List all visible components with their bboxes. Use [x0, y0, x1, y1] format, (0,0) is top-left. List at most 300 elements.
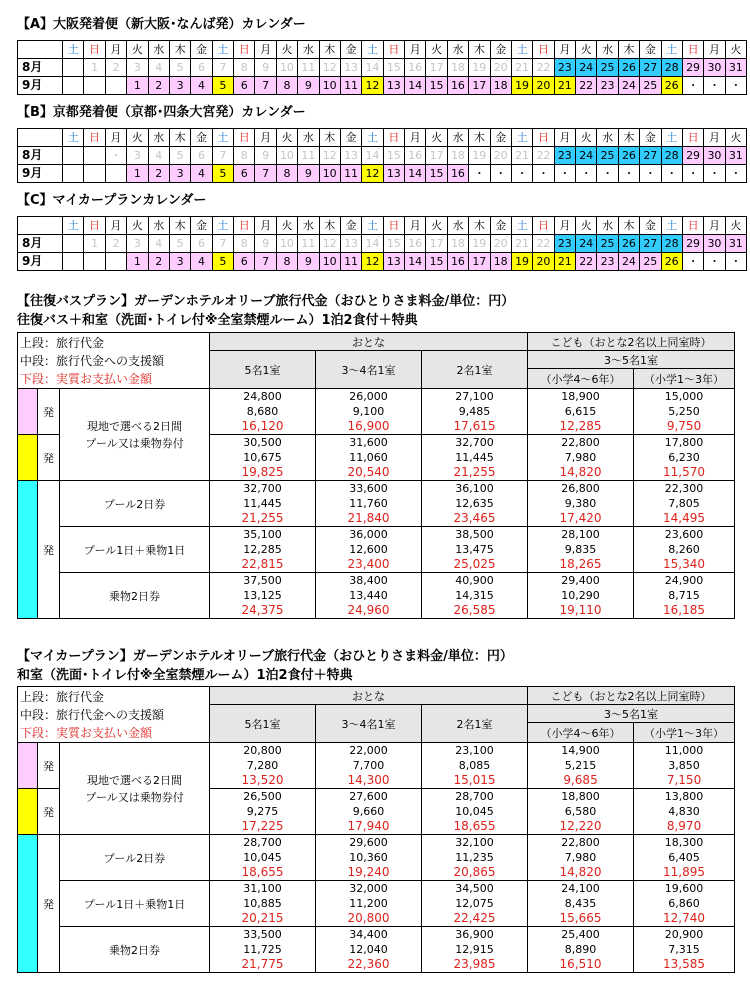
day-cell[interactable]: 17 — [426, 59, 447, 77]
actual-payment: 11,895 — [663, 865, 706, 879]
day-cell[interactable]: 5 — [212, 77, 233, 95]
day-cell[interactable]: 14 — [405, 253, 426, 271]
day-cell[interactable]: 13 — [340, 147, 361, 165]
day-cell[interactable]: 2 — [148, 77, 169, 95]
weekday-cell: 月 — [405, 41, 426, 59]
price-cell — [210, 789, 316, 835]
day-cell[interactable]: 12 — [319, 147, 340, 165]
adult-header: おとな — [210, 333, 528, 351]
subsidy-amount: 12,075 — [455, 897, 494, 910]
day-cell[interactable]: 15 — [383, 147, 404, 165]
tour-price: 18,900 — [561, 390, 600, 403]
day-cell[interactable]: 11 — [298, 235, 319, 253]
weekday-cell: 木 — [169, 129, 190, 147]
weekday-cell: 日 — [383, 129, 404, 147]
actual-payment: 20,215 — [241, 911, 284, 925]
price-cell — [528, 527, 634, 573]
day-cell[interactable]: 22 — [533, 147, 554, 165]
day-cell[interactable]: 3 — [169, 165, 190, 183]
day-cell[interactable]: 25 — [640, 77, 661, 95]
legend-line: 下段：実質お支払い金額 — [20, 725, 153, 740]
day-cell[interactable]: 25 — [640, 253, 661, 271]
day-cell[interactable]: 9 — [255, 59, 276, 77]
day-cell[interactable]: 21 — [554, 253, 575, 271]
day-cell[interactable]: 26 — [661, 77, 682, 95]
price-row — [18, 881, 735, 927]
subsidy-amount: 5,250 — [668, 405, 700, 418]
day-cell[interactable]: 21 — [511, 59, 532, 77]
price-cell — [634, 743, 735, 789]
weekday-cell: 火 — [276, 41, 297, 59]
day-cell[interactable]: 5 — [169, 59, 190, 77]
tour-price: 28,700 — [455, 790, 494, 803]
day-cell[interactable]: ・ — [704, 77, 725, 95]
day-cell[interactable]: 10 — [319, 77, 340, 95]
day-cell[interactable]: 27 — [640, 235, 661, 253]
day-cell[interactable]: ・ — [640, 165, 661, 183]
day-cell[interactable]: 10 — [319, 253, 340, 271]
day-cell[interactable]: 4 — [191, 253, 212, 271]
day-cell[interactable]: 26 — [618, 235, 639, 253]
day-cell[interactable] — [63, 59, 84, 77]
weekday-cell: 日 — [383, 217, 404, 235]
tour-price: 38,400 — [349, 574, 388, 587]
day-cell[interactable]: ・ — [682, 165, 703, 183]
weekday-cell: 金 — [490, 217, 511, 235]
day-cell[interactable] — [105, 253, 126, 271]
day-cell[interactable]: ・ — [105, 147, 126, 165]
actual-payment: 16,510 — [559, 957, 602, 971]
day-cell[interactable]: 7 — [255, 77, 276, 95]
day-cell[interactable]: 12 — [362, 77, 383, 95]
actual-payment: 26,585 — [453, 603, 496, 617]
weekday-cell: 水 — [148, 41, 169, 59]
tour-price: 20,900 — [664, 928, 704, 941]
weekday-cell: 金 — [490, 41, 511, 59]
day-cell[interactable]: 13 — [383, 253, 404, 271]
price-cell — [210, 435, 316, 481]
day-cell[interactable]: 15 — [426, 253, 447, 271]
departure-label: 発 — [38, 435, 60, 481]
tour-price: 31,600 — [349, 436, 388, 449]
legend-line: 中段：旅行代金への支援額 — [20, 353, 165, 368]
day-cell[interactable]: ・ — [725, 77, 746, 95]
day-cell[interactable]: 10 — [276, 147, 297, 165]
actual-payment: 20,540 — [347, 465, 390, 479]
day-cell[interactable]: 14 — [362, 235, 383, 253]
day-cell[interactable] — [84, 165, 105, 183]
subsidy-amount: 11,445 — [455, 451, 494, 464]
subsidy-amount: 9,100 — [352, 405, 385, 418]
day-cell[interactable]: 6 — [191, 59, 212, 77]
day-cell[interactable]: 24 — [618, 253, 639, 271]
day-cell[interactable]: 23 — [554, 147, 575, 165]
subsidy-amount: 9,835 — [564, 543, 597, 556]
day-cell[interactable]: 9 — [298, 165, 319, 183]
day-cell[interactable]: 18 — [447, 59, 468, 77]
day-cell[interactable]: 21 — [511, 147, 532, 165]
day-cell[interactable]: 9 — [298, 77, 319, 95]
weekday-cell: 土 — [212, 129, 233, 147]
day-cell[interactable]: 30 — [704, 235, 725, 253]
day-cell[interactable]: 13 — [383, 77, 404, 95]
tour-price: 34,500 — [455, 882, 494, 895]
day-cell[interactable]: 28 — [661, 235, 682, 253]
day-cell[interactable]: 14 — [405, 165, 426, 183]
day-cell[interactable] — [63, 253, 84, 271]
day-cell[interactable]: 2 — [148, 165, 169, 183]
day-cell[interactable]: 12 — [362, 253, 383, 271]
day-cell[interactable]: 3 — [127, 59, 148, 77]
day-cell[interactable]: 4 — [148, 59, 169, 77]
day-cell[interactable]: 17 — [469, 77, 490, 95]
day-cell[interactable]: 6 — [234, 165, 255, 183]
day-cell[interactable]: 21 — [511, 235, 532, 253]
day-cell[interactable] — [63, 147, 84, 165]
day-cell[interactable]: 23 — [554, 59, 575, 77]
day-cell[interactable]: 12 — [319, 59, 340, 77]
day-cell[interactable]: 11 — [340, 77, 361, 95]
day-cell[interactable]: 8 — [234, 147, 255, 165]
day-cell[interactable]: 15 — [383, 59, 404, 77]
weekday-cell: 日 — [682, 41, 703, 59]
tour-price: 20,800 — [243, 744, 282, 757]
day-cell[interactable]: 30 — [704, 59, 725, 77]
day-cell[interactable]: 9 — [255, 235, 276, 253]
weekday-cell: 月 — [554, 217, 575, 235]
day-cell[interactable]: 10 — [276, 235, 297, 253]
actual-payment: 22,425 — [453, 911, 496, 925]
day-cell[interactable]: 31 — [725, 235, 746, 253]
weekday-cell: 金 — [640, 129, 661, 147]
departure-label: 発 — [38, 789, 60, 835]
day-cell[interactable]: 20 — [490, 235, 511, 253]
day-cell[interactable]: 24 — [576, 235, 597, 253]
tour-price: 26,500 — [243, 790, 282, 803]
day-cell[interactable]: 7 — [212, 59, 233, 77]
day-cell[interactable]: 27 — [640, 59, 661, 77]
tour-price: 22,800 — [561, 436, 600, 449]
day-cell[interactable]: 23 — [597, 77, 618, 95]
subsidy-amount: 7,315 — [668, 943, 700, 956]
day-cell[interactable]: 31 — [725, 59, 746, 77]
day-cell[interactable] — [63, 165, 84, 183]
day-cell[interactable]: ・ — [618, 165, 639, 183]
day-cell[interactable]: 4 — [148, 147, 169, 165]
subsidy-amount: 11,760 — [349, 497, 388, 510]
weekday-cell: 金 — [191, 129, 212, 147]
day-cell[interactable]: 16 — [405, 235, 426, 253]
plan-name: 現地で選べる2日間 プール又は乗物券付 — [60, 743, 210, 835]
day-cell[interactable]: 8 — [276, 253, 297, 271]
day-cell[interactable]: 8 — [234, 235, 255, 253]
tour-price: 29,400 — [561, 574, 600, 587]
subsidy-amount: 8,680 — [246, 405, 279, 418]
subsidy-amount: 11,235 — [455, 851, 494, 864]
day-cell[interactable]: 5 — [169, 235, 190, 253]
price-cell — [528, 927, 634, 973]
day-cell[interactable]: ・ — [704, 165, 725, 183]
tour-price: 33,500 — [243, 928, 282, 941]
day-cell[interactable]: 9 — [298, 253, 319, 271]
room-type-header: 3～4名1室 — [316, 351, 422, 389]
day-cell[interactable]: 5 — [169, 147, 190, 165]
day-cell[interactable]: 5 — [212, 165, 233, 183]
day-cell[interactable]: 6 — [191, 235, 212, 253]
day-cell[interactable] — [63, 235, 84, 253]
day-cell[interactable]: 16 — [405, 59, 426, 77]
day-cell[interactable]: 17 — [469, 253, 490, 271]
day-cell[interactable] — [105, 77, 126, 95]
day-cell[interactable]: 11 — [340, 253, 361, 271]
day-cell[interactable]: 22 — [576, 77, 597, 95]
subsidy-amount: 13,475 — [455, 543, 494, 556]
weekday-cell: 水 — [447, 41, 468, 59]
day-cell[interactable]: 1 — [127, 253, 148, 271]
day-cell[interactable]: ・ — [725, 253, 746, 271]
day-cell[interactable]: 12 — [319, 235, 340, 253]
day-cell[interactable]: 1 — [84, 235, 105, 253]
day-cell[interactable]: 15 — [383, 235, 404, 253]
actual-payment: 20,800 — [347, 911, 390, 925]
price-cell — [634, 435, 735, 481]
day-cell[interactable]: 26 — [618, 59, 639, 77]
weekday-cell: 木 — [469, 129, 490, 147]
day-cell[interactable]: 24 — [576, 59, 597, 77]
day-cell[interactable]: 14 — [405, 77, 426, 95]
day-cell[interactable]: 6 — [191, 147, 212, 165]
price-cell — [528, 789, 634, 835]
weekday-cell: 水 — [447, 129, 468, 147]
day-cell[interactable]: 29 — [682, 147, 703, 165]
day-cell[interactable]: 7 — [212, 147, 233, 165]
day-cell[interactable]: 25 — [597, 235, 618, 253]
day-cell[interactable]: ・ — [533, 165, 554, 183]
day-cell[interactable]: 5 — [212, 253, 233, 271]
day-cell[interactable]: 18 — [490, 253, 511, 271]
day-cell[interactable]: 19 — [511, 77, 532, 95]
day-cell[interactable]: 20 — [533, 77, 554, 95]
price-cell — [210, 573, 316, 619]
price-cell — [528, 743, 634, 789]
day-cell[interactable]: 4 — [191, 77, 212, 95]
day-cell[interactable]: 4 — [191, 165, 212, 183]
day-cell[interactable]: 24 — [576, 147, 597, 165]
day-cell[interactable]: 13 — [383, 165, 404, 183]
day-cell[interactable]: ・ — [511, 165, 532, 183]
subsidy-amount: 13,125 — [243, 589, 282, 602]
weekday-cell: 土 — [63, 41, 84, 59]
weekday-cell: 木 — [169, 41, 190, 59]
day-cell[interactable]: 16 — [405, 147, 426, 165]
day-cell[interactable]: 23 — [554, 235, 575, 253]
subsidy-amount: 12,600 — [349, 543, 388, 556]
day-cell[interactable]: 18 — [447, 235, 468, 253]
day-cell[interactable]: 1 — [127, 165, 148, 183]
weekday-cell: 火 — [127, 41, 148, 59]
tour-price: 30,500 — [243, 436, 282, 449]
day-cell[interactable]: 25 — [597, 59, 618, 77]
price-row — [18, 389, 735, 435]
day-cell[interactable]: 26 — [661, 253, 682, 271]
day-cell[interactable]: 3 — [127, 235, 148, 253]
day-cell[interactable]: 19 — [469, 59, 490, 77]
actual-payment: 15,665 — [559, 911, 602, 925]
departure-color-bar — [18, 743, 38, 789]
day-cell[interactable]: 7 — [255, 253, 276, 271]
day-cell[interactable]: 19 — [511, 253, 532, 271]
day-cell[interactable]: 13 — [340, 59, 361, 77]
actual-payment: 12,740 — [663, 911, 706, 925]
day-cell[interactable] — [84, 147, 105, 165]
day-cell[interactable] — [105, 165, 126, 183]
day-cell[interactable]: 2 — [105, 59, 126, 77]
day-cell[interactable]: 25 — [597, 147, 618, 165]
weekday-cell: 土 — [212, 41, 233, 59]
day-cell[interactable]: 3 — [169, 77, 190, 95]
actual-payment: 21,840 — [347, 511, 390, 525]
price-row — [18, 927, 735, 973]
day-cell[interactable]: 14 — [362, 59, 383, 77]
tour-price: 36,100 — [455, 482, 494, 495]
day-cell[interactable]: ・ — [725, 165, 746, 183]
day-cell[interactable]: ・ — [682, 253, 703, 271]
day-cell[interactable]: 15 — [426, 165, 447, 183]
day-cell[interactable] — [63, 77, 84, 95]
day-cell[interactable]: 1 — [84, 59, 105, 77]
day-cell[interactable]: 7 — [212, 235, 233, 253]
day-cell[interactable]: 16 — [447, 77, 468, 95]
day-cell[interactable]: 20 — [490, 147, 511, 165]
day-cell[interactable]: 12 — [362, 165, 383, 183]
weekday-cell: 日 — [383, 41, 404, 59]
day-cell[interactable]: 7 — [255, 165, 276, 183]
day-cell[interactable]: 27 — [640, 147, 661, 165]
day-cell[interactable]: 17 — [426, 235, 447, 253]
day-cell[interactable]: 10 — [276, 59, 297, 77]
day-cell[interactable]: 16 — [447, 165, 468, 183]
day-cell[interactable]: 2 — [105, 235, 126, 253]
day-cell[interactable]: ・ — [469, 165, 490, 183]
price-row — [18, 835, 735, 881]
price-cell — [422, 881, 528, 927]
day-cell[interactable]: 8 — [234, 59, 255, 77]
day-cell[interactable] — [84, 77, 105, 95]
subsidy-amount: 12,915 — [455, 943, 494, 956]
day-cell[interactable]: 20 — [490, 59, 511, 77]
day-cell[interactable]: ・ — [597, 165, 618, 183]
day-cell[interactable]: ・ — [704, 253, 725, 271]
weekday-cell: 月 — [704, 129, 725, 147]
day-cell[interactable]: 6 — [234, 77, 255, 95]
actual-payment: 8,970 — [666, 819, 702, 833]
price-cell — [210, 389, 316, 435]
day-cell[interactable]: 19 — [469, 235, 490, 253]
day-cell[interactable]: 19 — [469, 147, 490, 165]
day-cell[interactable]: 26 — [618, 147, 639, 165]
day-cell[interactable]: 4 — [148, 235, 169, 253]
weekday-cell: 日 — [682, 129, 703, 147]
day-cell[interactable]: 2 — [148, 253, 169, 271]
day-cell[interactable]: 28 — [661, 147, 682, 165]
day-cell[interactable]: 22 — [533, 59, 554, 77]
day-cell[interactable]: 11 — [340, 165, 361, 183]
subsidy-amount: 12,635 — [455, 497, 494, 510]
weekday-cell: 木 — [319, 217, 340, 235]
day-cell[interactable]: 30 — [704, 147, 725, 165]
day-cell[interactable]: 3 — [169, 253, 190, 271]
child-grade-header: （小学4～6年） — [528, 723, 634, 743]
price-cell — [634, 573, 735, 619]
weekday-cell: 土 — [362, 41, 383, 59]
day-cell[interactable]: 18 — [447, 147, 468, 165]
day-cell[interactable]: 29 — [682, 235, 703, 253]
actual-payment: 12,285 — [559, 419, 602, 433]
day-cell[interactable]: 24 — [618, 77, 639, 95]
price-cell — [210, 927, 316, 973]
day-cell[interactable]: 8 — [276, 165, 297, 183]
price-row — [18, 573, 735, 619]
weekday-cell: 日 — [234, 41, 255, 59]
tour-price: 26,000 — [349, 390, 388, 403]
day-cell[interactable]: 8 — [276, 77, 297, 95]
price-cell — [528, 573, 634, 619]
day-cell[interactable]: 16 — [447, 253, 468, 271]
day-cell[interactable]: 11 — [298, 147, 319, 165]
tour-price: 24,900 — [664, 574, 704, 587]
day-cell[interactable]: 17 — [426, 147, 447, 165]
day-cell[interactable]: 9 — [255, 147, 276, 165]
actual-payment: 13,585 — [663, 957, 706, 971]
day-cell[interactable]: 22 — [576, 253, 597, 271]
actual-payment: 18,655 — [241, 865, 284, 879]
day-cell[interactable]: 1 — [127, 77, 148, 95]
day-cell[interactable]: 18 — [490, 77, 511, 95]
day-cell[interactable]: 14 — [362, 147, 383, 165]
day-cell[interactable] — [84, 253, 105, 271]
day-cell[interactable]: 21 — [554, 77, 575, 95]
actual-payment: 19,825 — [241, 465, 284, 479]
price-cell — [422, 435, 528, 481]
subsidy-amount: 7,700 — [352, 759, 385, 772]
weekday-cell: 土 — [212, 217, 233, 235]
day-cell[interactable]: 6 — [234, 253, 255, 271]
day-cell[interactable]: 11 — [298, 59, 319, 77]
day-cell[interactable]: 20 — [533, 253, 554, 271]
day-cell[interactable]: 31 — [725, 147, 746, 165]
day-cell[interactable]: 23 — [597, 253, 618, 271]
day-cell[interactable]: ・ — [576, 165, 597, 183]
day-cell[interactable]: 28 — [661, 59, 682, 77]
actual-payment: 7,150 — [666, 773, 702, 787]
day-cell[interactable]: ・ — [554, 165, 575, 183]
subsidy-amount: 12,040 — [349, 943, 388, 956]
day-cell[interactable]: 3 — [127, 147, 148, 165]
weekday-cell: 日 — [84, 217, 105, 235]
day-cell[interactable]: 15 — [426, 77, 447, 95]
actual-payment: 18,655 — [453, 819, 496, 833]
tour-price: 13,800 — [664, 790, 704, 803]
price-cell — [210, 481, 316, 527]
day-cell[interactable]: ・ — [661, 165, 682, 183]
day-cell[interactable]: 29 — [682, 59, 703, 77]
day-cell[interactable]: 13 — [340, 235, 361, 253]
day-cell[interactable]: ・ — [682, 77, 703, 95]
day-cell[interactable]: 10 — [319, 165, 340, 183]
day-cell[interactable]: ・ — [490, 165, 511, 183]
subsidy-amount: 7,980 — [564, 451, 597, 464]
day-cell[interactable]: 22 — [533, 235, 554, 253]
